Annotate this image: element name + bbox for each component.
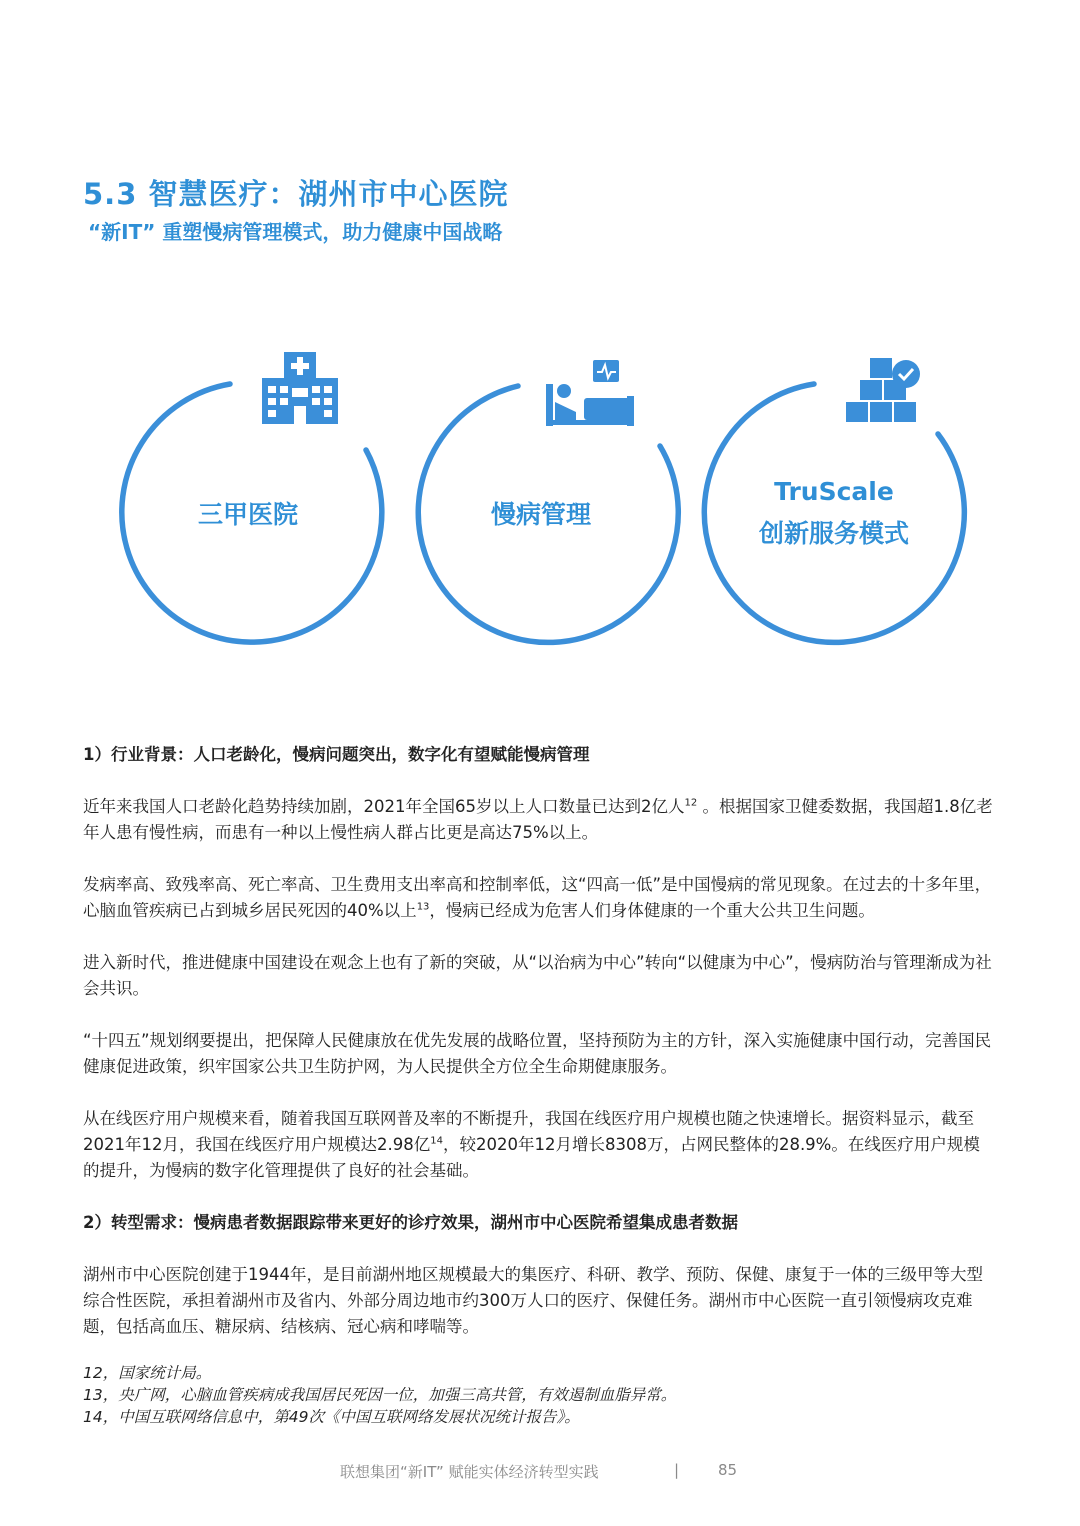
section1-heading: 1）行业背景：人口老龄化，慢病问题突出，数字化有望赋能慢病管理 xyxy=(83,745,590,764)
circle-label-hospital: 三甲医院 xyxy=(197,500,299,529)
hospital-icon xyxy=(262,352,338,424)
section1-paragraph-4: “十四五”规划纲要提出，把保障人民健康放在优先发展的战略位置，坚持预防为主的方针，深入实施健康中国行动，完善国民健康促进政策，织牢国家公共卫生防护网，为人民提供全方位全生命期健康服务。 xyxy=(83,1031,992,1076)
section1-paragraph-1 xyxy=(83,794,995,846)
page-title: 5.3 智慧医疗：湖州市中心医院 xyxy=(83,177,509,211)
section1-paragraph-3: 进入新时代，推进健康中国建设在观念上也有了新的突破，从“以治病为中心”转向“以健康为中心”，慢病防治与管理渐成为社会共识。 xyxy=(83,953,992,998)
footer-separator: | xyxy=(674,1461,680,1479)
page-subtitle: “新IT” 重塑慢病管理模式，助力健康中国战略 xyxy=(88,220,503,244)
footnote-ref-13: 13 xyxy=(416,901,430,913)
footnotes xyxy=(83,1362,983,1428)
circle-truscale xyxy=(704,358,964,642)
paragraph-text: ，慢病已经成为危害人们身体健康的一个重大公共卫生问题。 xyxy=(429,901,875,920)
paragraph-text: ，较2020年12月增长8308万，占网民整体的28.9%。在线医疗用户规模的提升，为慢病的数字化管理提供了良好的社会基础。 xyxy=(83,1135,980,1180)
circle-label-chronic-disease: 慢病管理 xyxy=(490,500,592,529)
section2-heading: 2）转型需求：慢病患者数据跟踪带来更好的诊疗效果，湖州市中心医院希望集成患者数据 xyxy=(83,1213,738,1232)
feature-diagram xyxy=(0,330,1080,660)
boxes-check-icon xyxy=(846,358,920,422)
paragraph-text: 发病率高、致残率高、死亡率高、卫生费用支出率高和控制率低，这“四高一低”是中国慢病的常见现象。在过去的十多年里，心脑血管疾病已占到城乡居民死因的40%以上 xyxy=(83,875,992,920)
footnote-12: 12，国家统计局。 xyxy=(83,1364,212,1382)
page-number: 85 xyxy=(718,1461,738,1479)
footnote-14: 14，中国互联网络信息中，第49次《中国互联网络发展状况统计报告》。 xyxy=(83,1408,580,1426)
paragraph-text: 从在线医疗用户规模来看，随着我国互联网普及率的不断提升，我国在线医疗用户规模也随之快速增长。据资料显示，截至2021年12月，我国在线医疗用户规模达2.98亿 xyxy=(83,1109,974,1154)
section2-paragraph-1: 湖州市中心医院创建于1944年，是目前湖州地区规模最大的集医疗、科研、教学、预防、保健、康复于一体的三级甲等大型综合性医院，承担着湖州市及省内、外部分周边地市约300万人口的医疗、保健任务。湖州市中心医院一直引领慢病攻克难题，包括高血压、糖尿病、结核病、冠心病和哮喘等。 xyxy=(83,1265,983,1336)
section1-paragraph-5 xyxy=(83,1106,995,1184)
footnote-13: 13，央广网，心脑血管疾病成我国居民死因一位，加强三高共管，有效遏制血脂异常。 xyxy=(83,1386,677,1404)
paragraph-text: 近年来我国人口老龄化趋势持续加剧，2021年全国65岁以上人口数量已达到2亿人 xyxy=(83,797,685,816)
circle-hospital xyxy=(122,352,382,642)
circle-chronic-disease xyxy=(418,360,678,642)
footer-title: 联想集团“新IT” 赋能实体经济转型实践 xyxy=(340,1463,599,1481)
footnote-ref-14: 14 xyxy=(430,1135,443,1147)
section-background xyxy=(83,742,995,1366)
paragraph-text: 。根据国家卫健委数据，我国超1.8亿老年人患有慢性病，而患有一种以上慢性病人群占比更是高达75%以上。 xyxy=(83,797,993,842)
footnote-ref-12: 12 xyxy=(684,797,698,809)
section1-paragraph-2 xyxy=(83,872,995,924)
patient-bed-monitor-icon xyxy=(546,360,634,426)
circle-label-truscale: TruScale xyxy=(774,477,894,506)
circle-label-innovation-mode: 创新服务模式 xyxy=(758,519,910,548)
